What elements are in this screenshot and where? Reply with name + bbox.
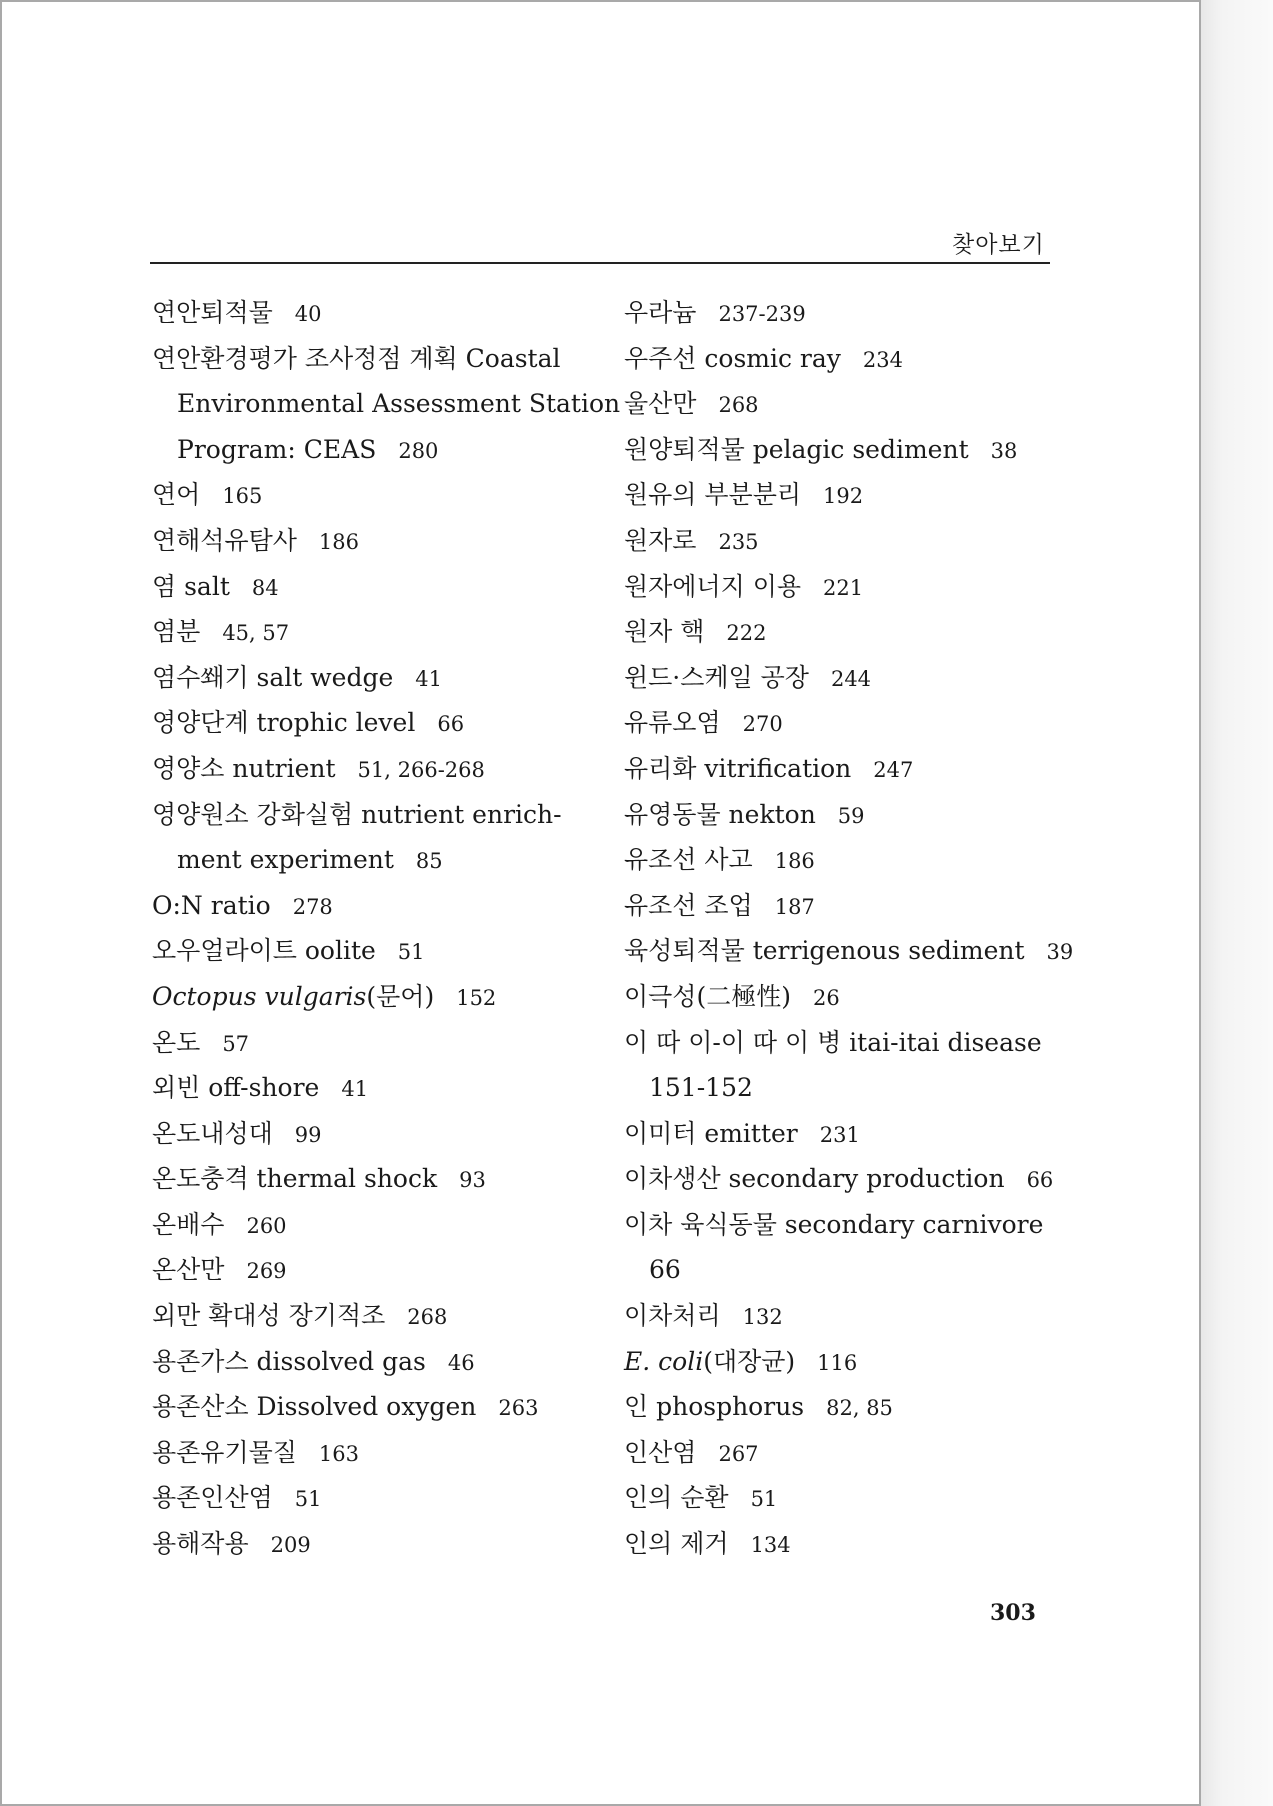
index-page-ref: 26 xyxy=(812,985,840,1010)
index-page-ref: 268 xyxy=(407,1305,448,1330)
index-entry xyxy=(152,883,592,929)
index-page-ref: 40 xyxy=(294,302,322,326)
index-entry xyxy=(152,1293,592,1339)
index-page-ref: 280 xyxy=(398,438,439,463)
index-page-ref: 134 xyxy=(750,1533,791,1558)
index-page-ref: 186 xyxy=(774,849,815,874)
index-entry xyxy=(624,928,1074,974)
index-term: 영양소 nutrient xyxy=(152,753,336,783)
index-page-ref: 192 xyxy=(823,484,864,509)
index-page-ref: 46 xyxy=(447,1350,475,1375)
index-term: 온산만 xyxy=(152,1255,225,1285)
index-column-right xyxy=(624,290,1074,1567)
index-term: 용존인산염 xyxy=(152,1483,273,1513)
index-entry xyxy=(152,472,592,518)
index-entry xyxy=(152,564,592,610)
index-entry xyxy=(152,609,592,655)
index-entry xyxy=(152,1475,592,1521)
index-page-ref: 247 xyxy=(873,757,914,782)
index-page-ref: 84 xyxy=(251,575,279,600)
index-page-ref: 66 xyxy=(1026,1168,1054,1193)
index-entry xyxy=(152,746,592,792)
index-term-italic: E. coli xyxy=(624,1346,704,1376)
index-entry xyxy=(624,290,1064,336)
index-page-ref: 270 xyxy=(742,712,783,737)
index-entry xyxy=(624,1156,1064,1202)
index-entry xyxy=(624,700,1064,746)
index-term: 151-152 xyxy=(649,1073,753,1103)
index-term: 용해작용 xyxy=(152,1529,249,1559)
index-term: 온도 xyxy=(152,1027,201,1057)
index-term: 유조선 조업 xyxy=(624,890,753,920)
index-page-ref: 260 xyxy=(246,1213,287,1238)
index-term: 용존가스 dissolved gas xyxy=(152,1346,426,1376)
index-entry xyxy=(152,1065,592,1111)
index-page-ref: 268 xyxy=(718,393,759,418)
index-entry xyxy=(152,1247,592,1293)
index-page-ref: 165 xyxy=(222,484,263,509)
index-entry xyxy=(624,746,1064,792)
index-term: 66 xyxy=(649,1255,681,1285)
index-entry xyxy=(624,655,1064,701)
index-page-ref: 41 xyxy=(415,666,443,691)
page-number: 303 xyxy=(990,1600,1036,1626)
index-entry xyxy=(152,290,592,336)
index-term: 유류오염 xyxy=(624,708,721,738)
index-entry xyxy=(152,1521,592,1567)
index-entry xyxy=(624,427,1064,473)
index-page-ref: 85 xyxy=(415,849,443,874)
index-page-ref: 186 xyxy=(318,529,359,554)
index-page-ref: 51 xyxy=(750,1487,778,1512)
index-term: 이차처리 xyxy=(624,1301,721,1331)
index-page-ref: 209 xyxy=(270,1533,311,1558)
index-term: 연어 xyxy=(152,480,201,510)
index-entry xyxy=(624,792,1064,838)
index-entry xyxy=(624,1384,1064,1430)
index-term: 영양원소 강화실험 nutrient enrich- xyxy=(152,799,562,829)
index-page-ref: 51, 266-268 xyxy=(357,757,485,782)
index-term: 연안환경평가 조사정점 계획 Coastal xyxy=(152,343,561,373)
index-page-ref: 132 xyxy=(742,1305,783,1330)
index-entry xyxy=(152,1384,592,1430)
header-rule xyxy=(150,262,1050,264)
index-term: 이 따 이-이 따 이 병 itai-itai disease xyxy=(624,1027,1042,1057)
index-entry xyxy=(624,564,1064,610)
index-entry xyxy=(624,1293,1064,1339)
viewer-gutter xyxy=(1201,0,1273,1806)
index-entry xyxy=(624,1247,1064,1293)
index-column-left xyxy=(152,290,621,1567)
index-entry xyxy=(152,1430,592,1476)
index-page-ref: 93 xyxy=(459,1168,486,1193)
index-entry xyxy=(624,974,1064,1020)
index-term: 인 phosphorus xyxy=(624,1392,805,1422)
index-term: 오우얼라이트 oolite xyxy=(152,936,376,966)
index-entry xyxy=(624,1202,1064,1248)
index-entry xyxy=(152,381,621,427)
index-page-ref: 152 xyxy=(456,985,497,1010)
index-entry xyxy=(624,1020,1064,1066)
index-entry xyxy=(152,974,592,1020)
index-page-ref: 278 xyxy=(292,894,333,919)
index-page-ref: 45, 57 xyxy=(222,621,290,646)
index-entry xyxy=(624,381,1064,427)
index-entry xyxy=(152,427,592,473)
index-term: 온도충격 thermal shock xyxy=(152,1164,438,1194)
index-term: 유리화 vitrification xyxy=(624,753,852,783)
index-term: 유조선 사고 xyxy=(624,845,753,875)
index-entry xyxy=(152,928,592,974)
index-term: 울산만 xyxy=(624,389,697,419)
index-entry xyxy=(624,609,1064,655)
index-page-ref: 41 xyxy=(341,1077,369,1102)
index-term: 영양단계 trophic level xyxy=(152,708,416,738)
index-term: 온도내성대 xyxy=(152,1118,273,1148)
index-term: 원자 핵 xyxy=(624,617,705,647)
index-entry xyxy=(152,837,592,883)
index-term: 이미터 emitter xyxy=(624,1118,798,1148)
index-entry xyxy=(152,1156,592,1202)
index-page-ref: 38 xyxy=(990,438,1018,463)
index-page-ref: 99 xyxy=(294,1122,322,1147)
index-term: O:N ratio xyxy=(152,890,271,920)
index-entry xyxy=(152,1339,592,1385)
index-term: 온배수 xyxy=(152,1209,225,1239)
index-page-ref: 82, 85 xyxy=(826,1396,893,1421)
index-entry xyxy=(152,792,592,838)
index-entry xyxy=(624,1475,1064,1521)
index-term: 용존산소 Dissolved oxygen xyxy=(152,1392,477,1422)
index-term: 외만 확대성 장기적조 xyxy=(152,1301,386,1331)
index-page-ref: 221 xyxy=(823,575,864,600)
index-term: 연안퇴적물 xyxy=(152,298,273,327)
index-page-ref: 163 xyxy=(318,1441,359,1466)
index-page-ref: 244 xyxy=(830,666,872,691)
index-entry xyxy=(152,700,592,746)
index-term: 원유의 부분분리 xyxy=(624,480,801,510)
index-entry xyxy=(624,336,1064,382)
index-term: 유영동물 nekton xyxy=(624,799,816,829)
index-term: 원자에너지 이용 xyxy=(624,571,801,601)
index-term: 원자로 xyxy=(624,525,697,555)
index-term: 인의 제거 xyxy=(624,1529,729,1559)
index-term: 염 salt xyxy=(152,571,230,601)
index-term: Program: CEAS xyxy=(177,434,377,464)
index-page-ref: 267 xyxy=(718,1441,759,1466)
index-term: 원양퇴적물 pelagic sediment xyxy=(624,434,969,464)
index-entry xyxy=(624,837,1064,883)
index-term: 용존유기물질 xyxy=(152,1437,297,1467)
index-entry xyxy=(624,1430,1064,1476)
index-term: (문어) xyxy=(366,981,435,1011)
index-term: 염수쐐기 salt wedge xyxy=(152,662,394,692)
index-page-ref: 231 xyxy=(819,1122,860,1147)
index-entry xyxy=(624,1111,1064,1157)
index-term: ment experiment xyxy=(177,845,394,875)
index-page-ref: 51 xyxy=(397,940,425,965)
index-term: 염분 xyxy=(152,617,201,647)
index-page-ref: 237-239 xyxy=(718,302,806,326)
index-term: 인의 순환 xyxy=(624,1483,729,1513)
index-entry xyxy=(152,1111,592,1157)
index-entry xyxy=(152,518,592,564)
index-page-ref: 269 xyxy=(246,1259,287,1284)
index-entry xyxy=(624,472,1064,518)
index-page-ref: 66 xyxy=(437,712,465,737)
index-entry xyxy=(624,1339,1064,1385)
running-head: 찾아보기 xyxy=(952,232,1045,258)
index-entry xyxy=(152,336,592,382)
index-term: 이극성(二極性) xyxy=(624,981,791,1011)
index-page-ref: 234 xyxy=(862,347,904,372)
index-term: 육성퇴적물 terrigenous sediment xyxy=(624,936,1025,966)
index-page-ref: 57 xyxy=(222,1031,250,1056)
index-entry xyxy=(624,1065,1064,1111)
index-term: (대장균) xyxy=(703,1346,796,1376)
index-page-ref: 59 xyxy=(837,803,865,828)
index-term: 윈드·스케일 공장 xyxy=(624,662,809,692)
index-term: 인산염 xyxy=(624,1437,697,1467)
index-page-ref: 187 xyxy=(774,894,815,919)
index-entry xyxy=(152,1020,592,1066)
index-page-ref: 222 xyxy=(726,621,767,646)
index-entry xyxy=(624,1521,1064,1567)
index-term: 우라늄 xyxy=(624,298,697,327)
index-entry xyxy=(152,1202,592,1248)
index-entry xyxy=(152,655,592,701)
index-term: 이차 육식동물 secondary carnivore xyxy=(624,1209,1044,1239)
index-term: 외빈 off-shore xyxy=(152,1073,320,1103)
index-page-ref: 263 xyxy=(498,1396,539,1421)
index-term-italic: Octopus vulgaris xyxy=(152,981,367,1011)
index-term: 이차생산 secondary production xyxy=(624,1164,1005,1194)
index-term: Environmental Assessment Station xyxy=(177,389,621,419)
index-page-ref: 39 xyxy=(1046,940,1074,965)
index-page-ref: 235 xyxy=(718,529,759,554)
index-term: 우주선 cosmic ray xyxy=(624,343,841,373)
index-term: 연해석유탐사 xyxy=(152,525,297,555)
index-entry xyxy=(624,518,1064,564)
index-page-ref: 51 xyxy=(294,1487,322,1512)
index-page-ref: 116 xyxy=(817,1350,858,1375)
index-entry xyxy=(624,883,1064,929)
